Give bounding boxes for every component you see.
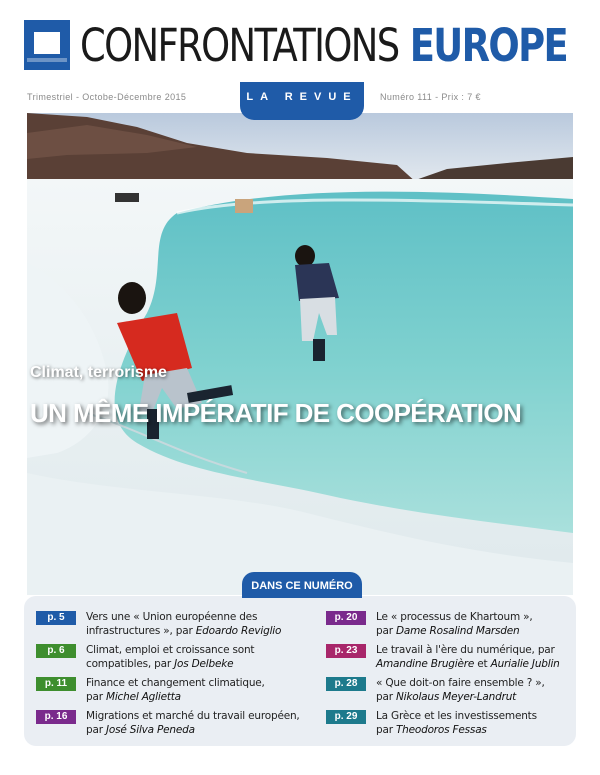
masthead-title [80, 18, 567, 74]
toc-byline-prefix: par [86, 724, 106, 736]
toc-entry-text [376, 643, 560, 671]
toc-byline-prefix: par [376, 625, 396, 637]
page-badge: p. 6 [36, 644, 76, 658]
toc-entry-title: Vers une « Union européenne des [86, 611, 258, 623]
toc-entry-title: « Que doit-on faire ensemble ? », [376, 677, 545, 689]
page-badge: p. 29 [326, 710, 366, 724]
toc-entry [326, 709, 574, 742]
toc-entry [36, 709, 306, 742]
page-badge: p. 20 [326, 611, 366, 625]
toc-entry-text [376, 676, 545, 704]
toc-author: Edoardo Reviglio [195, 625, 282, 637]
la-revue-tab: LA REVUE [240, 82, 364, 120]
toc-left-column [36, 610, 306, 742]
logo [24, 20, 70, 70]
toc-entry-byline [376, 657, 560, 671]
toc-entry-text [376, 709, 537, 737]
masthead-europe: EUROPE [409, 19, 568, 72]
issue-period: Trimestriel - Octobe-Décembre 2015 [27, 92, 187, 102]
toc-author: Theodoros Fessas [395, 724, 487, 736]
toc-entry [36, 643, 306, 676]
cover-kicker: Climat, terrorisme [30, 364, 167, 381]
toc-entry-text [86, 676, 265, 704]
toc-entry-byline [86, 690, 265, 704]
toc-entry-title: Le « processus de Khartoum », [376, 611, 533, 623]
toc-byline-prefix: par [376, 691, 396, 703]
cover-photo [27, 113, 573, 595]
toc-byline-prefix: par [376, 724, 396, 736]
cover-headline: UN MÊME IMPÉRATIF DE COOPÉRATION [30, 398, 522, 428]
toc-entry-byline [376, 624, 533, 638]
toc-author: Amandine Brugière [376, 658, 475, 670]
page-badge: p. 5 [36, 611, 76, 625]
toc-entry [326, 676, 574, 709]
toc-byline-conjunction: et [474, 658, 491, 670]
page-badge: p. 23 [326, 644, 366, 658]
toc-byline-prefix: compatibles, par [86, 658, 175, 670]
toc-entry-text [86, 610, 281, 638]
toc-entry-text [376, 610, 533, 638]
toc-entry-text [86, 643, 254, 671]
page-badge: p. 28 [326, 677, 366, 691]
toc-author: José Silva Peneda [105, 724, 195, 736]
toc-entry-title: Finance et changement climatique, [86, 677, 265, 689]
toc-entry-byline [376, 723, 537, 737]
toc-entry-title: Migrations et marché du travail européen, [86, 710, 300, 722]
toc-title: DANS CE NUMÉRO [242, 572, 362, 598]
toc-author: Aurialie Jublin [490, 658, 560, 670]
toc-byline-prefix: par [86, 691, 106, 703]
toc-right-column [326, 610, 574, 742]
toc-author: Dame Rosalind Marsden [395, 625, 520, 637]
toc-author: Jos Delbeke [174, 658, 234, 670]
table-of-contents [24, 596, 576, 746]
toc-entry [36, 610, 306, 643]
toc-entry [36, 676, 306, 709]
toc-entry-byline [86, 657, 254, 671]
toc-entry-byline [86, 723, 300, 737]
toc-entry-text [86, 709, 300, 737]
page-badge: p. 16 [36, 710, 76, 724]
toc-entry-byline [86, 624, 281, 638]
toc-entry-title: Climat, emploi et croissance sont [86, 644, 255, 656]
toc-entry-byline [376, 690, 545, 704]
toc-byline-prefix: infrastructures », par [86, 625, 196, 637]
toc-author: Michel Aglietta [105, 691, 181, 703]
masthead-confrontations: CONFRONTATIONS [80, 19, 399, 72]
toc-entry-title: La Grèce et les investissements [376, 710, 537, 722]
toc-entry [326, 610, 574, 643]
toc-author: Nikolaus Meyer-Landrut [395, 691, 517, 703]
issue-number-price: Numéro 111 - Prix : 7 € [380, 92, 481, 102]
page-badge: p. 11 [36, 677, 76, 691]
toc-entry [326, 643, 574, 676]
toc-entry-title: Le travail à l'ère du numérique, par [376, 644, 555, 656]
